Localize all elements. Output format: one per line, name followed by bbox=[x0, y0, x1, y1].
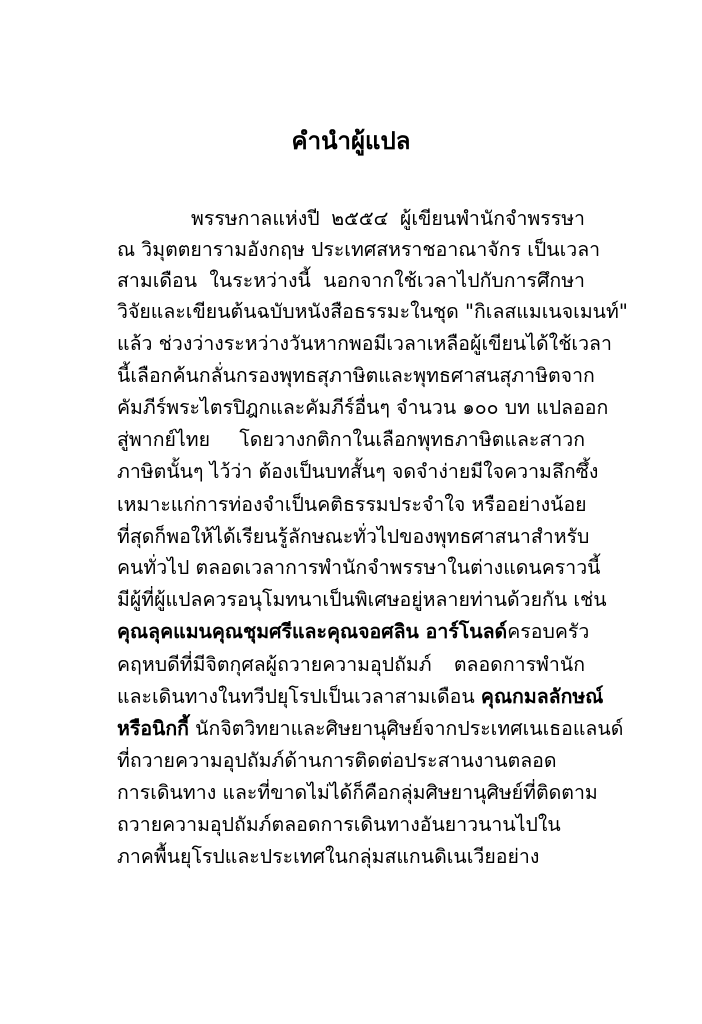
paragraph-line: นี้เลือกค้นกลั่นกรองพุทธสุภาษิตและพุทธศาสนสุภาษิตจาก bbox=[117, 364, 595, 387]
paragraph-line: วิจัยและเขียนต้นฉบับหนังสือธรรมะในชุด "กิเลสแมเนจเมนท์" bbox=[117, 300, 628, 323]
paragraph-line: ถวายความอุปถัมภ์ตลอดการเดินทางอันยาวนานไปใน bbox=[117, 813, 561, 836]
page-title: คำนำผู้แปล bbox=[291, 127, 411, 155]
paragraph-line: สามเดือน ในระหว่างนี้ นอกจากใช้เวลาไปกับการศึกษา bbox=[117, 269, 585, 292]
paragraph-line: ที่สุดก็พอให้ได้เรียนรู้ลักษณะทั่วไปของพุทธศาสนาสำหรับ bbox=[117, 525, 590, 548]
paragraph-line: คนทั่วไป ตลอดเวลาการพำนักจำพรรษาในต่างแดนคราวนี้ bbox=[117, 556, 601, 579]
paragraph-line: ที่ถวายความอุปถัมภ์ด้านการติดต่อประสานงานตลอด bbox=[117, 749, 557, 772]
paragraph-line: ณ วิมุตตยารามอังกฤษ ประเทศสหราชอาณาจักร เป็นเวลา bbox=[117, 238, 601, 261]
paragraph-line: แล้ว ช่วงว่างระหว่างวันหากพอมีเวลาเหลือผู้เขียนได้ใช้เวลา bbox=[117, 332, 612, 355]
paragraph-line: และเดินทางในทวีปยุโรปเป็นเวลาสามเดือน คุณกมลลักษณ์ bbox=[117, 685, 604, 708]
paragraph-line: พรรษกาลแห่งปี ๒๕๕๔ ผู้เขียนพำนักจำพรรษา bbox=[191, 207, 585, 230]
paragraph-line: หรือนิกกี้ นักจิตวิทยาและศิษยานุศิษย์จากประเทศเนเธอแลนด์ bbox=[117, 717, 624, 740]
paragraph-line: คฤหบดีที่มีจิตกุศลผู้ถวายความอุปถัมภ์ ตลอดการพำนัก bbox=[117, 653, 585, 676]
paragraph-line: เหมาะแก่การท่องจำเป็นคติธรรมประจำใจ หรืออย่างน้อย bbox=[117, 493, 587, 516]
paragraph-line: คัมภีร์พระไตรปิฎกและคัมภีร์อื่นๆ จำนวน ๑๐๐ บท แปลออก bbox=[117, 396, 609, 419]
paragraph-line: สู่พากย์ไทย โดยวางกติกาในเลือกพุทธภาษิตและสาวก bbox=[117, 428, 585, 451]
paragraph-line: คุณลุคแมนคุณชุมศรีและคุณจอศลิน อาร์โนลด์ครอบครัว bbox=[117, 620, 590, 643]
paragraph-line: ภาษิตนั้นๆ ไว้ว่า ต้องเป็นบทสั้นๆ จดจำง่ายมีใจความลึกซึ้ง bbox=[117, 460, 599, 483]
paragraph-line: การเดินทาง และที่ขาดไม่ได้ก็คือกลุ่มศิษยานุศิษย์ที่ติดตาม bbox=[117, 781, 598, 804]
paragraph-line: ภาคพื้นยุโรปและประเทศในกลุ่มสแกนดิเนเวียอย่าง bbox=[117, 845, 540, 868]
paragraph-line: มีผู้ที่ผู้แปลควรอนุโมทนาเป็นพิเศษอยู่หลายท่านด้วยกัน เช่น bbox=[117, 588, 607, 611]
